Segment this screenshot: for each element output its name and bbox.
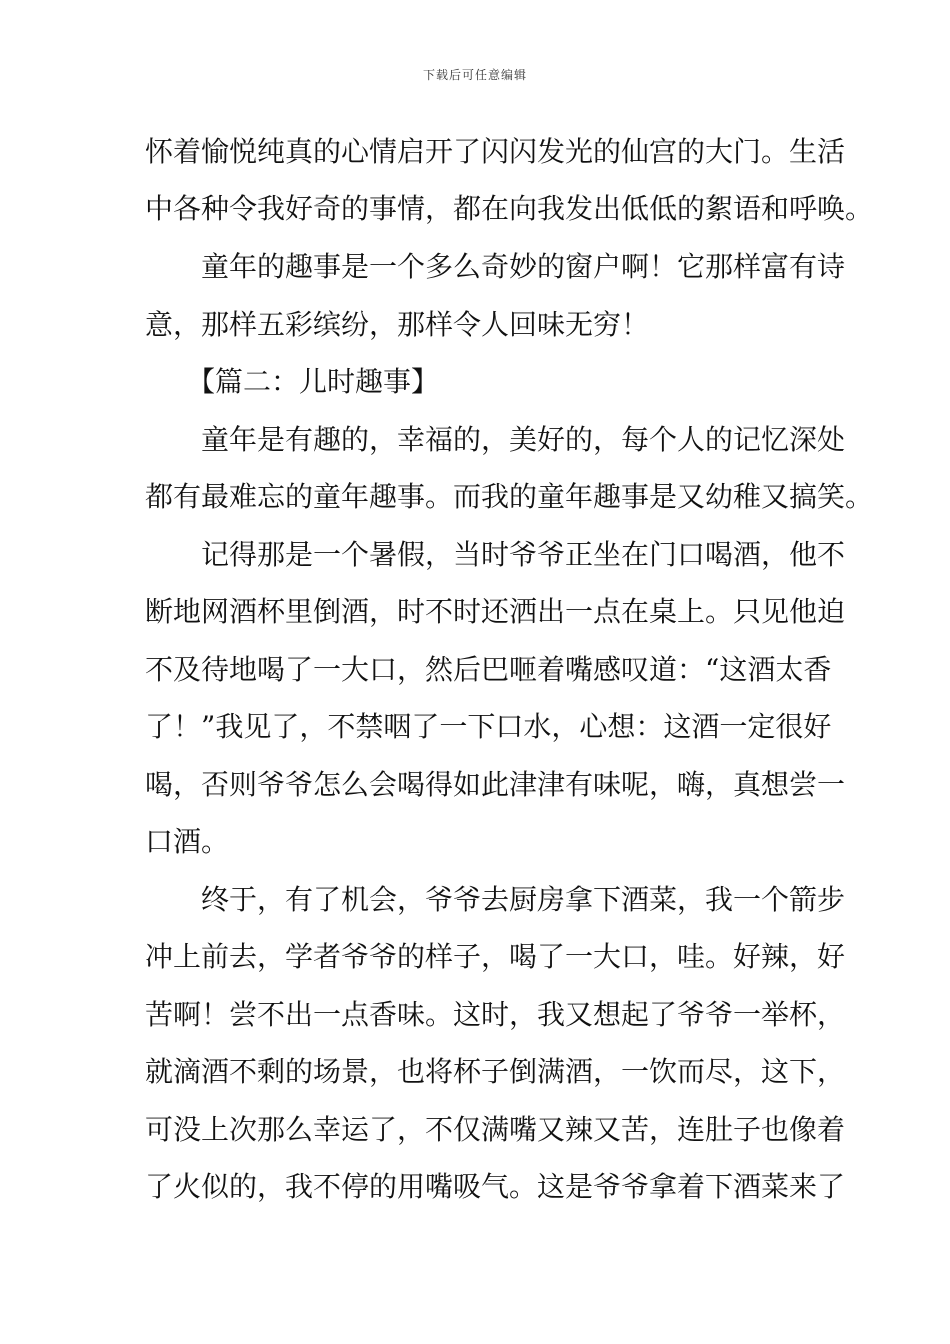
text-line: 喝，否则爷爷怎么会喝得如此津津有味呢，嗨，真想尝一 [145,768,846,801]
text-line: 终于，有了机会，爷爷去厨房拿下酒菜，我一个箭步 [145,883,846,916]
text-line: 了！”我见了，不禁咽了一下口水，心想：这酒一定很好 [145,710,832,743]
text-line: 口酒。 [145,825,230,858]
text-line: 童年的趣事是一个多么奇妙的窗户啊！它那样富有诗 [145,250,846,283]
text-line: 中各种令我好奇的事情，都在向我发出低低的絮语和呼唤。 [145,192,874,225]
text-line: 冲上前去，学者爷爷的样子，喝了一大口，哇。好辣，好 [145,940,846,973]
text-line: 意，那样五彩缤纷，那样令人回味无穷！ [145,308,650,341]
text-line: 苦啊！尝不出一点香味。这时，我又想起了爷爷一举杯， [145,998,846,1031]
text-line: 可没上次那么幸运了，不仅满嘴又辣又苦，连肚子也像着 [145,1113,846,1146]
text-line: 断地网酒杯里倒酒，时不时还洒出一点在桌上。只见他迫 [145,595,846,628]
text-line: 了火似的，我不停的用嘴吸气。这是爷爷拿着下酒菜来了 [145,1170,846,1203]
header-note: 下载后可任意编辑 [422,68,527,82]
text-line: 不及待地喝了一大口，然后巴咂着嘴感叹道：“这酒太香 [145,653,832,686]
section-heading: 【篇二：儿时趣事】 [145,365,440,398]
text-line: 怀着愉悦纯真的心情启开了闪闪发光的仙宫的大门。生活 [145,135,846,168]
text-line: 童年是有趣的，幸福的，美好的，每个人的记忆深处 [145,423,846,456]
text-line: 都有最难忘的童年趣事。而我的童年趣事是又幼稚又搞笑。 [145,480,874,513]
text-line: 就滴酒不剩的场景，也将杯子倒满酒，一饮而尽，这下， [145,1055,846,1088]
text-line: 记得那是一个暑假，当时爷爷正坐在门口喝酒，他不 [145,538,846,571]
